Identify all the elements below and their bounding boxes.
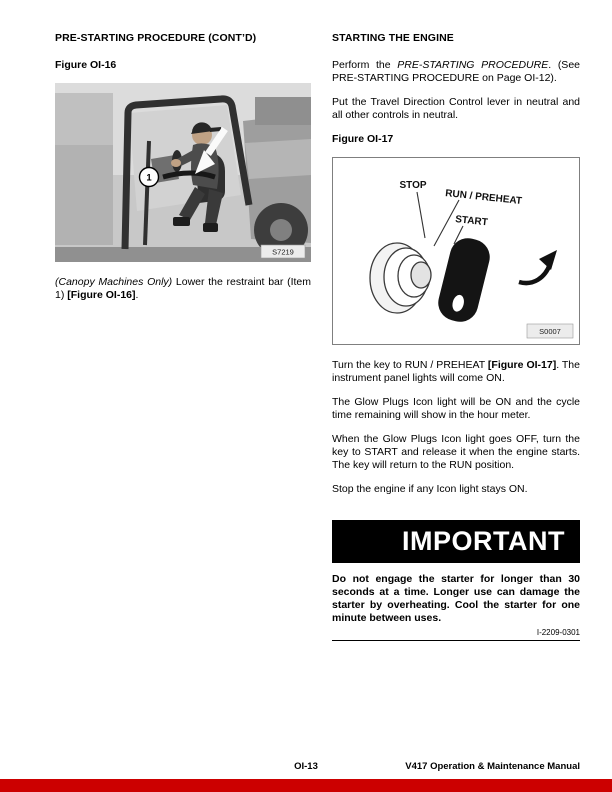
stop-label: STOP (399, 180, 427, 191)
caption-figure-ref: [Figure OI-16] (67, 289, 136, 301)
caption-middle: Lower the restraint bar (Item 1) (55, 276, 312, 301)
glow-plugs-off-paragraph: When the Glow Plugs Icon light goes OFF, turn the key to START and release it when the engine starts. The key will return to the RUN position. (332, 433, 580, 471)
key-switch-illustration (333, 158, 579, 344)
figure-id-tag (527, 324, 573, 338)
left-column (55, 32, 311, 313)
figure-oi16-label: Figure OI-16 (55, 59, 117, 71)
callout-1-marker (140, 168, 159, 187)
starting-engine-heading: STARTING THE ENGINE (332, 32, 454, 44)
run-preheat-label: RUN / PREHEAT (444, 188, 523, 208)
photo-id-text: S7219 (272, 247, 294, 257)
stop-engine-paragraph: Stop the engine if any Icon light stays ON. (332, 483, 528, 495)
footer-red-bar (0, 779, 612, 792)
footer-manual-title: V417 Operation & Maintenance Manual (405, 761, 580, 772)
para1-pre: Perform the (332, 59, 398, 71)
glow-plugs-on-paragraph: The Glow Plugs Icon light will be ON and the cycle time remaining will show in the hour meter. (332, 396, 580, 421)
cab-photo-illustration (55, 83, 311, 262)
para3-post: . The instrument panel lights will come ON. (332, 359, 580, 384)
figure-oi16-photo (55, 83, 311, 262)
important-banner-text: IMPORTANT (402, 526, 565, 556)
perform-procedure-paragraph (332, 59, 580, 85)
caption-period: . (135, 289, 139, 301)
rotation-arrow-icon (519, 250, 557, 283)
photo-id-tag (261, 245, 305, 258)
para3-pre: Turn the key to RUN / PREHEAT (332, 359, 488, 371)
para3-figure-ref: [Figure OI-17] (487, 359, 557, 371)
para1-italic: PRE-STARTING PROCEDURE (397, 59, 549, 71)
para1-post: . (See PRE-STARTING PROCEDURE on Page OI-12). (332, 59, 580, 84)
pre-starting-heading: PRE-STARTING PROCEDURE (CONT’D) (55, 32, 257, 44)
section-end-rule (332, 640, 580, 641)
reference-code: I-2209-0301 (536, 628, 580, 637)
callout-1-number: 1 (146, 172, 152, 184)
footer-page-number: OI-13 (294, 761, 318, 772)
switch-bezel-icon (370, 243, 431, 313)
right-column (332, 32, 580, 641)
travel-control-paragraph: Put the Travel Direction Control lever in neutral and all other controls in neutral. (332, 96, 580, 121)
figure-id-text: S0007 (539, 327, 561, 336)
turn-key-paragraph (332, 359, 580, 385)
important-body-text: Do not engage the starter for longer than 30 seconds at a time. Longer use can damage the starter by overheating. Cool the starter for one minute between uses. (332, 573, 580, 624)
start-label: START (454, 214, 489, 229)
important-banner (332, 520, 580, 563)
ignition-key-icon (434, 234, 493, 325)
figure-oi17-diagram (332, 157, 580, 345)
canopy-caption (55, 276, 311, 302)
figure-oi17-label: Figure OI-17 (332, 133, 394, 145)
caption-italic: (Canopy Machines Only) (55, 276, 173, 288)
